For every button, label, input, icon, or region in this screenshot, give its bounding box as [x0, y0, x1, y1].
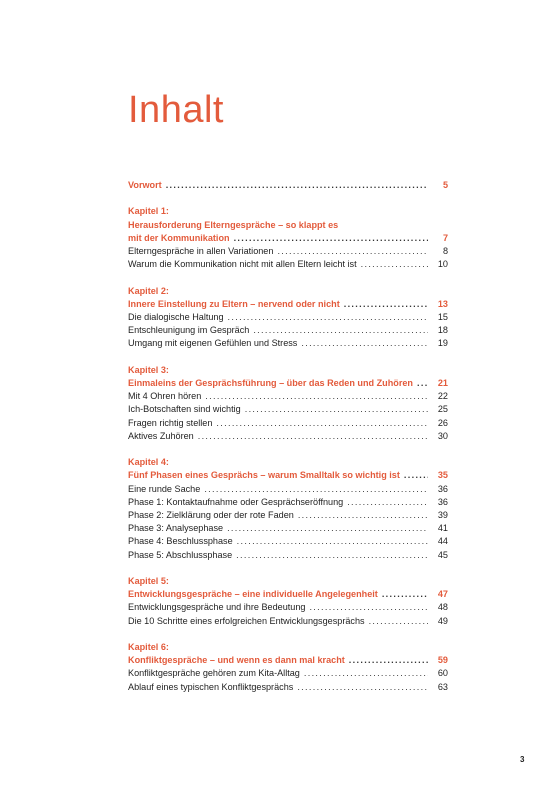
toc-entry[interactable]: Phase 5: Abschlussphase . . . 45 [128, 549, 448, 562]
page-number: 3 [520, 755, 525, 764]
toc-entry[interactable]: Die 10 Schritte eines erfolgreichen Entwicklungsgesprächs . . . 49 [128, 615, 448, 628]
toc-entry[interactable]: Eine runde Sache . . . 36 [128, 483, 448, 496]
toc-entry[interactable]: Ablauf eines typischen Konfliktgesprächs . . . 63 [128, 681, 448, 694]
page-title: Inhalt [128, 89, 224, 131]
chapter-label: Kapitel 5: [128, 576, 169, 587]
toc-entry[interactable]: Mit 4 Ohren hören . . . 22 [128, 390, 448, 403]
chapter-label: Kapitel 6: [128, 642, 169, 653]
chapter-label: Kapitel 3: [128, 364, 169, 375]
toc-entry[interactable]: Die dialogische Haltung . . . 15 [128, 311, 448, 324]
chapter-heading[interactable]: Innere Einstellung zu Eltern – nervend oder nicht . . . 13 [128, 298, 448, 311]
toc-entry[interactable]: Phase 4: Beschlussphase . . . 44 [128, 535, 448, 548]
chapter-heading[interactable]: Fünf Phasen eines Gesprächs – warum Smalltalk so wichtig ist . . . 35 [128, 469, 448, 482]
toc-entry[interactable]: Phase 3: Analysephase . . . 41 [128, 522, 448, 535]
chapter-label: Kapitel 4: [128, 457, 169, 468]
toc-entry[interactable]: Fragen richtig stellen . . . 26 [128, 417, 448, 430]
toc-entry[interactable]: Umgang mit eigenen Gefühlen und Stress . . . 19 [128, 337, 448, 350]
toc-entry[interactable]: Warum die Kommunikation nicht mit allen Eltern leicht ist . . . 10 [128, 258, 448, 271]
toc-entry[interactable]: Entschleunigung im Gespräch . . . 18 [128, 324, 448, 337]
toc-entry[interactable]: Phase 1: Kontaktaufnahme oder Gesprächseröffnung . . . 36 [128, 496, 448, 509]
chapter-label: Kapitel 1: [128, 206, 169, 217]
toc-entry-vorwort[interactable]: Vorwort . . . 5 [128, 179, 448, 192]
toc-entry[interactable]: Phase 2: Zielklärung oder der rote Faden . . . 39 [128, 509, 448, 522]
chapter-heading[interactable]: Entwicklungsgespräche – eine individuelle Angelegenheit . . . 47 [128, 588, 448, 601]
toc-entry[interactable]: Ich-Botschaften sind wichtig . . . 25 [128, 403, 448, 416]
toc-entry[interactable]: Entwicklungsgespräche und ihre Bedeutung . . . 48 [128, 601, 448, 614]
chapter-heading[interactable]: Konfliktgespräche – und wenn es dann mal kracht . . . 59 [128, 654, 448, 667]
chapter-heading[interactable]: Herausforderung Elterngespräche – so klappt es [128, 219, 339, 230]
table-of-contents [128, 179, 448, 694]
toc-entry[interactable]: Aktives Zuhören . . . 30 [128, 430, 448, 443]
toc-entry[interactable]: Elterngespräche in allen Variationen . . . 8 [128, 245, 448, 258]
chapter-heading[interactable]: Einmaleins der Gesprächsführung – über das Reden und Zuhören . . . 21 [128, 377, 448, 390]
toc-entry[interactable]: Konfliktgespräche gehören zum Kita-Alltag . . . 60 [128, 667, 448, 680]
chapter-heading-cont[interactable]: mit der Kommunikation . . . 7 [128, 232, 448, 245]
chapter-label: Kapitel 2: [128, 285, 169, 296]
